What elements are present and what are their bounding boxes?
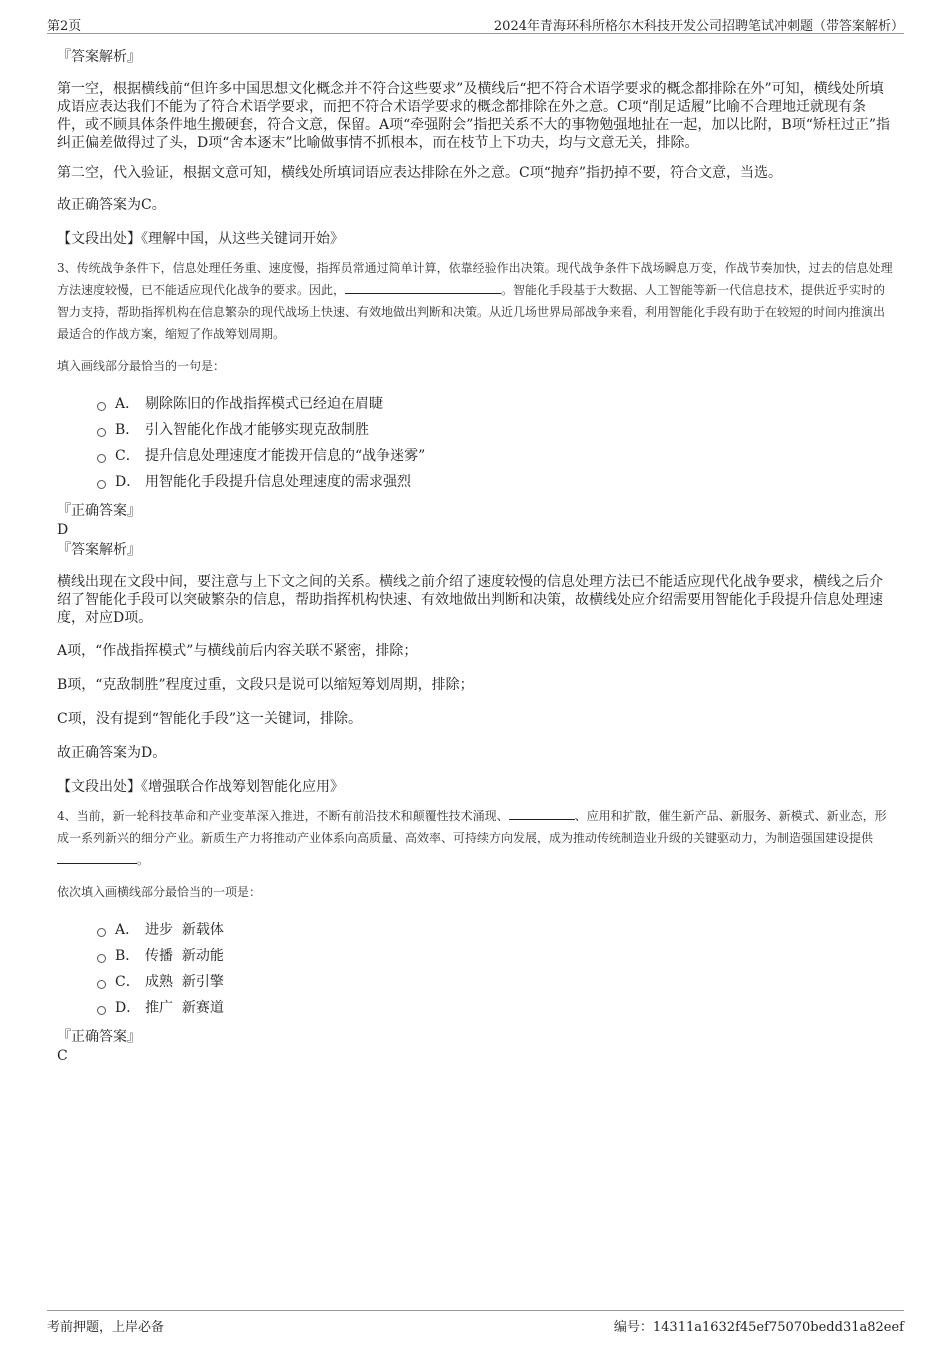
answer-blank — [509, 808, 575, 820]
page-number: 第2页 — [47, 19, 82, 34]
footer-slogan: 考前押题，上岸必备 — [47, 1320, 165, 1335]
source-citation: 【文段出处】《增强联合作战筹划智能化应用》 — [57, 779, 344, 795]
q2-analysis — [57, 47, 893, 248]
correct-answer: D — [57, 522, 69, 538]
analysis-paragraph: 第二空，代入验证，根据文意可知，横线处所填词语应表达排除在外之意。C项“抛弃”指扔掉不要，符合文意，当选。 — [57, 165, 783, 181]
option-b[interactable]: B． 传播 新动能 — [97, 943, 893, 969]
analysis-conclusion: 故正确答案为D。 — [57, 745, 167, 761]
question-prompt: 填入画线部分最恰当的一句是： — [57, 359, 226, 373]
option-c[interactable]: C． 成熟 新引擎 — [97, 969, 893, 995]
analysis-label: 『答案解析』 — [57, 49, 141, 65]
document-id: 编号：14311a1632f45ef75070bedd31a82eef — [613, 1320, 904, 1335]
option-list — [57, 391, 893, 495]
document-title: 2024年青海环科所格尔木科技开发公司招聘笔试冲刺题（带答案解析） — [493, 19, 904, 34]
radio-icon[interactable] — [97, 928, 106, 937]
option-d[interactable]: D． 推广 新赛道 — [97, 995, 893, 1021]
question-3 — [57, 257, 893, 796]
option-d[interactable]: D． 用智能化手段提升信息处理速度的需求强烈 — [97, 469, 893, 495]
radio-icon[interactable] — [97, 454, 106, 463]
radio-icon[interactable] — [97, 480, 106, 489]
analysis-conclusion: 故正确答案为C。 — [57, 197, 166, 213]
page-content — [57, 47, 893, 1065]
radio-icon[interactable] — [97, 954, 106, 963]
analysis-label: 『答案解析』 — [57, 542, 141, 558]
analysis-paragraph: A项，“作战指挥模式”与横线前后内容关联不紧密，排除； — [57, 643, 418, 659]
option-a[interactable]: A． 进步 新载体 — [97, 917, 893, 943]
analysis-paragraph: C项，没有提到“智能化手段”这一关键词，排除。 — [57, 711, 363, 727]
radio-icon[interactable] — [97, 980, 106, 989]
analysis-paragraph: B项，“克敌制胜”程度过重，文段只是说可以缩短筹划周期，排除； — [57, 677, 474, 693]
correct-answer: C — [57, 1048, 68, 1064]
answer-blank — [57, 852, 137, 864]
question-prompt: 依次填入画横线部分最恰当的一项是： — [57, 885, 262, 899]
correct-answer-label: 『正确答案』 — [57, 1029, 141, 1045]
analysis-paragraph: 横线出现在文段中间，要注意与上下文之间的关系。横线之前介绍了速度较慢的信息处理方法已不能适应现代化战争要求，横线之后介绍了智能化手段可以突破繁杂的信息，帮助指挥机构快速、有效地做出判断和决策，故横线处应介绍需要用智能化手段提升信息处理速度，对应D项。 — [57, 574, 883, 626]
page-footer — [47, 1310, 904, 1336]
page-header — [47, 12, 904, 34]
question-4 — [57, 805, 893, 1065]
option-c[interactable]: C． 提升信息处理速度才能拨开信息的“战争迷雾” — [97, 443, 893, 469]
option-b[interactable]: B． 引入智能化作战才能够实现克敌制胜 — [97, 417, 893, 443]
question-text: 4、当前，新一轮科技革命和产业变革深入推进，不断有前沿技术和颠覆性技术涌现、 、应用和扩散，催生新产品、新服务、新模式、新业态，形成一系列新兴的细分产业。新质生产力将推动产业体系向高质量、高效率、可持续方向发展，成为推动传统制造业升级的关键驱动力，为制造强国建设提供。 — [57, 809, 887, 867]
source-citation: 【文段出处】《理解中国，从这些关键词开始》 — [57, 231, 344, 247]
correct-answer-label: 『正确答案』 — [57, 503, 141, 519]
radio-icon[interactable] — [97, 402, 106, 411]
option-list — [57, 917, 893, 1021]
question-text: 3、传统战争条件下，信息处理任务重、速度慢，指挥员常通过简单计算，依靠经验作出决策。现代战争条件下战场瞬息万变，作战节奏加快，过去的信息处理方法速度较慢，已不能适应现代化战争的要求。因此， 。智能化手段基于大数据、人工智能等新一代信息技术，提供近乎实时的智力支持，帮助指挥机构在信息繁杂的现代战场上快速、有效地做出判断和决策。从近几场世界局部战争来看，利用智能化手段有助于在较短的时间内推演出最适合的作战方案，缩短了作战筹划周期。 — [57, 261, 893, 341]
option-a[interactable]: A． 剔除陈旧的作战指挥模式已经迫在眉睫 — [97, 391, 893, 417]
radio-icon[interactable] — [97, 1006, 106, 1015]
radio-icon[interactable] — [97, 428, 106, 437]
analysis-paragraph: 第一空，根据横线前“但许多中国思想文化概念并不符合这些要求”及横线后“把不符合术语学要求的概念都排除在外”可知，横线处所填成语应表达我们不能为了符合术语学要求，而把不符合术语学要求的概念都排除在外之意。C项“削足适履”比喻不合理地迁就现有条件，或不顾具体条件地生搬硬套，符合文意，保留。A项“牵强附会”指把关系不大的事物勉强地扯在一起，加以比附，B项“矫枉过正”指纠正偏差做得过了头，D项“舍本逐末”比喻做事情不抓根本，而在枝节上下功夫，均与文意无关，排除。 — [57, 81, 891, 151]
answer-blank — [345, 282, 501, 294]
